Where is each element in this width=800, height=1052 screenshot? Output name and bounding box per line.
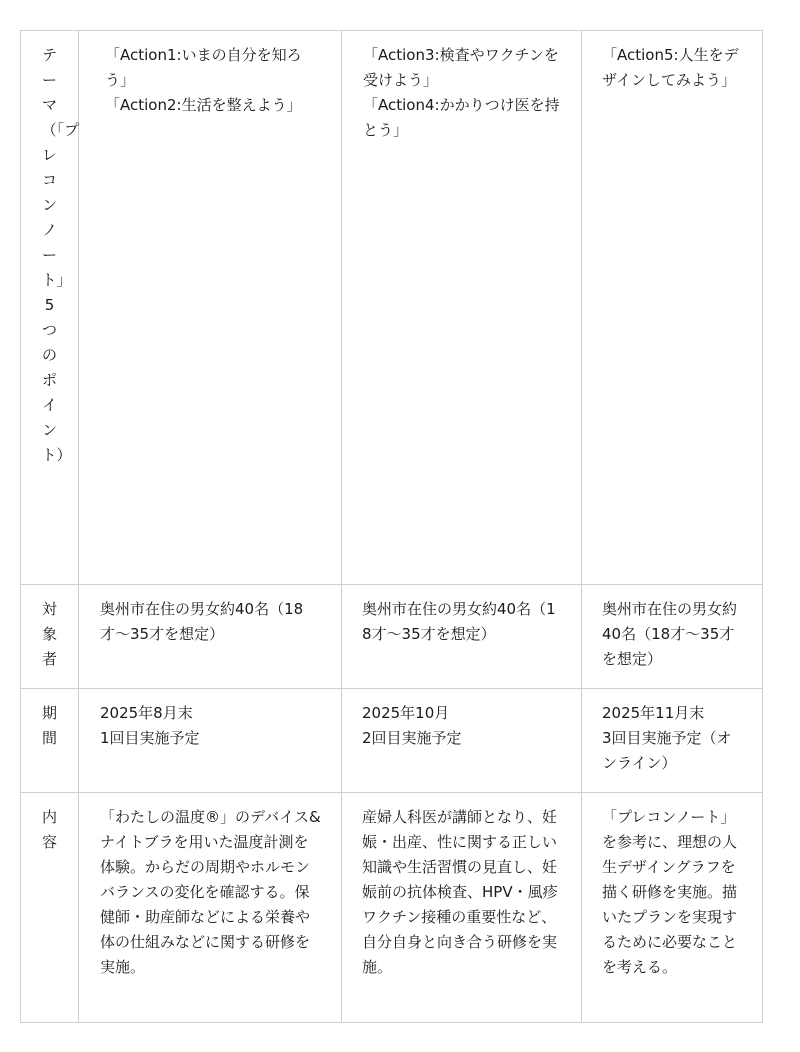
- target-row: [21, 585, 763, 689]
- period-cell-1: [79, 689, 342, 793]
- theme-action-1: 「Action1:いまの自分を知ろう」: [105, 46, 302, 89]
- period-date-3: 2025年11月末: [602, 704, 705, 722]
- target-text-2: 奥州市在住の男女約40名（18才〜35才を想定）: [362, 600, 556, 643]
- period-note-1: 1回目実施予定: [100, 729, 200, 747]
- plan-table: [20, 30, 763, 1023]
- content-label-cell: [21, 793, 79, 1023]
- content-cell-2: [342, 793, 582, 1023]
- target-label-cell: [21, 585, 79, 689]
- period-label: 期間: [41, 704, 57, 747]
- content-label: 内容: [41, 808, 57, 851]
- theme-row: [21, 31, 763, 585]
- target-text-1: 奥州市在住の男女約40名（18才〜35才を想定）: [100, 600, 304, 643]
- period-cell-3: [582, 689, 763, 793]
- period-note-3: 3回目実施予定（オンライン）: [602, 729, 732, 772]
- period-label-cell: [21, 689, 79, 793]
- theme-label-cell: [21, 31, 79, 585]
- theme-action-3: 「Action3:検査やワクチンを受けよう」: [363, 46, 559, 89]
- theme-cell-1: [79, 31, 342, 585]
- content-cell-3: [582, 793, 763, 1023]
- period-date-1: 2025年8月末: [100, 704, 193, 722]
- period-row: [21, 689, 763, 793]
- theme-cell-2: [342, 31, 582, 585]
- content-text-3: 「プレコンノート」を参考に、理想の人生デザイングラフを描く研修を実施。描いたプランを実現するために必要なことを考える。: [602, 808, 738, 976]
- theme-action-2: 「Action2:生活を整えよう」: [105, 96, 302, 114]
- target-cell-2: [342, 585, 582, 689]
- period-date-2: 2025年10月: [362, 704, 450, 722]
- target-cell-1: [79, 585, 342, 689]
- content-cell-1: [79, 793, 342, 1023]
- theme-action-5: 「Action5:人生をデザインしてみよう」: [602, 46, 739, 89]
- content-text-2: 産婦人科医が講師となり、妊娠・出産、性に関する正しい知識や生活習慣の見直し、妊娠前の抗体検査、HPV・風疹ワクチン接種の重要性など、自分自身と向き合う研修を実施。: [362, 808, 558, 976]
- target-cell-3: [582, 585, 763, 689]
- period-cell-2: [342, 689, 582, 793]
- theme-cell-3: [582, 31, 763, 585]
- content-row: [21, 793, 763, 1023]
- theme-label: テーマ（「プレコンノート」5つのポイント）: [41, 46, 80, 464]
- content-text-1: 「わたしの温度®」のデバイス&ナイトブラを用いた温度計測を体験。からだの周期やホルモンバランスの変化を確認する。保健師・助産師などによる栄養や体の仕組みなどに関する研修を実施。: [100, 808, 321, 976]
- target-text-3: 奥州市在住の男女約40名（18才〜35才を想定）: [602, 600, 738, 668]
- period-note-2: 2回目実施予定: [362, 729, 462, 747]
- theme-action-4: 「Action4:かかりつけ医を持とう」: [363, 96, 560, 139]
- target-label: 対象者: [41, 600, 57, 668]
